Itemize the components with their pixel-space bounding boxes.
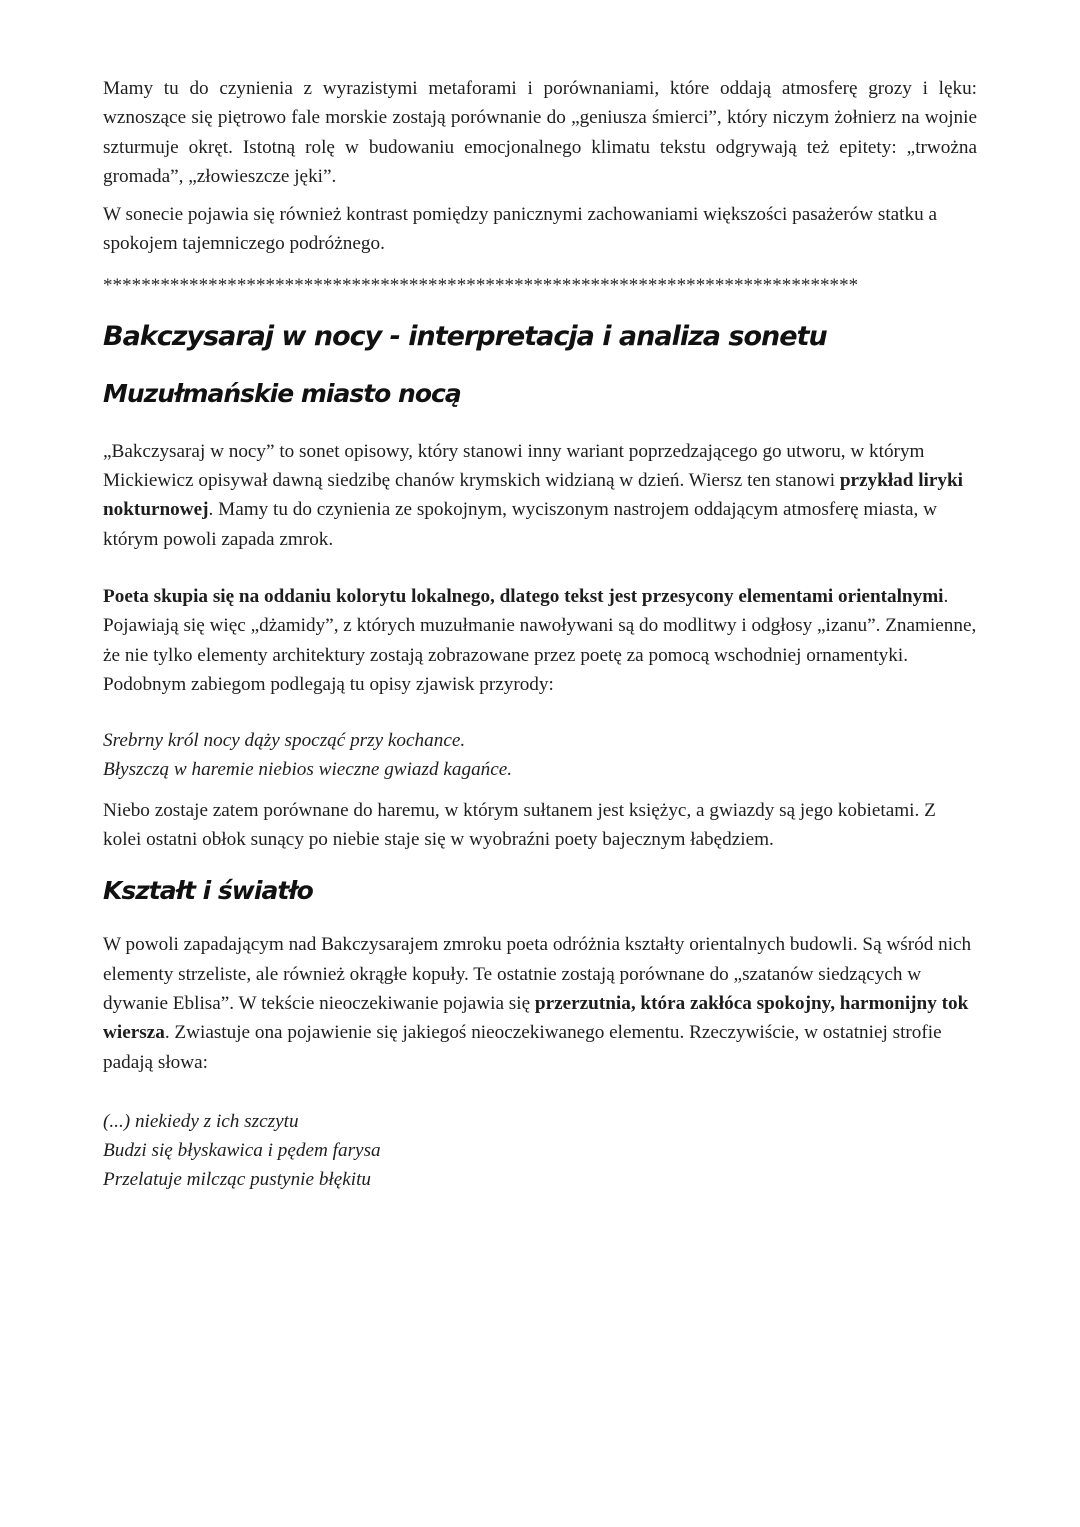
quote-line: (...) niekiedy z ich szczytu	[103, 1110, 299, 1132]
quote-line: Błyszczą w haremie niebios wieczne gwiazd kagańce.	[103, 759, 513, 781]
quote-block-2	[103, 1107, 977, 1195]
intro-paragraph-1: Mamy tu do czynienia z wyrazistymi metaforami i porównaniami, które oddają atmosferę grozy i lęku: wznoszące się piętrowo fale morskie zostają porównanie do „geniusza śmierci”, który niczym żołnierz na wojnie szturmuje okręt. Istotną rolę w budowaniu emocjonalnego klimatu tekstu odgrywają też epitety: „trwożna gromada”, „złowieszcze jęki”.	[103, 78, 977, 187]
body-paragraph-3: Niebo zostaje zatem porównane do haremu, w którym sułtanem jest księżyc, a gwiazdy są jego kobietami. Z kolei ostatni obłok sunący po niebie staje się w wyobraźni poety bajecznym łabędziem.	[103, 799, 936, 851]
body-paragraph-1	[103, 437, 977, 554]
body-paragraph-4	[103, 930, 977, 1076]
quote-line: Srebrny król nocy dąży spocząć przy kochance.	[103, 730, 466, 752]
body-paragraph-4-text-b: . Zwiastuje ona pojawienie się jakiegoś nieoczekiwanego elementu. Rzeczywiście, w ostatniej strofie padają słowa:	[103, 1022, 942, 1073]
body-paragraph-2-text: . Pojawiają się więc „dżamidy”, z których muzułmanie nawoływani są do modlitwy i odgłosy „izanu”. Znamienne, że nie tylko elementy architektury zostają zobrazowane przez poetę za pomocą wschodniej ornamentyki. Podobnym zabiegom podlegają tu opisy zjawisk przyrody:	[103, 585, 977, 695]
asterisk-separator: *******************************************************************************	[103, 274, 859, 296]
section-title: Bakczysaraj w nocy - interpretacja i analiza sonetu	[103, 320, 827, 352]
body-paragraph-4-text-a: W powoli zapadającym nad Bakczysarajem zmroku poeta odróżnia kształty orientalnych budowli. Są wśród nich elementy strzeliste, ale również okrągłe kopuły. Te ostatnie zostają porównane do „szatanów siedzących w dywanie Eblisa”. W tekście nieoczekiwanie pojawia się	[103, 934, 972, 1014]
subsection-heading-1: Muzułmańskie miasto nocą	[103, 378, 461, 408]
body-paragraph-4-bold: przerzutnia, która zakłóca spokojny, harmonijny tok wiersza	[103, 992, 969, 1044]
intro-paragraph-2: W sonecie pojawia się również kontrast pomiędzy panicznymi zachowaniami większości pasażerów statku a spokojem tajemniczego podróżnego.	[103, 204, 938, 255]
body-paragraph-2	[103, 582, 977, 699]
body-paragraph-1-bold: przykład liryki nokturnowej	[103, 470, 963, 521]
quote-line: Budzi się błyskawica i pędem farysa	[103, 1140, 381, 1162]
document-page	[103, 74, 977, 1195]
subsection-heading-2: Kształt i światło	[103, 876, 313, 906]
quote-block-1	[103, 726, 977, 785]
body-paragraph-1-text-a: „Bakczysaraj w nocy” to sonet opisowy, który stanowi inny wariant poprzedzającego go utworu, w którym Mickiewicz opisywał dawną siedzibę chanów krymskich widzianą w dzień. Wiersz ten stanowi	[103, 440, 925, 492]
body-paragraph-2-bold: Poeta skupia się na oddaniu kolorytu lokalnego, dlatego tekst jest przesycony elementami orientalnymi	[103, 585, 944, 607]
body-paragraph-1-text-b: . Mamy tu do czynienia ze spokojnym, wyciszonym nastrojem oddającym atmosferę miasta, w którym powoli zapada zmrok.	[103, 499, 937, 550]
quote-line: Przelatuje milcząc pustynie błękitu	[103, 1169, 372, 1191]
